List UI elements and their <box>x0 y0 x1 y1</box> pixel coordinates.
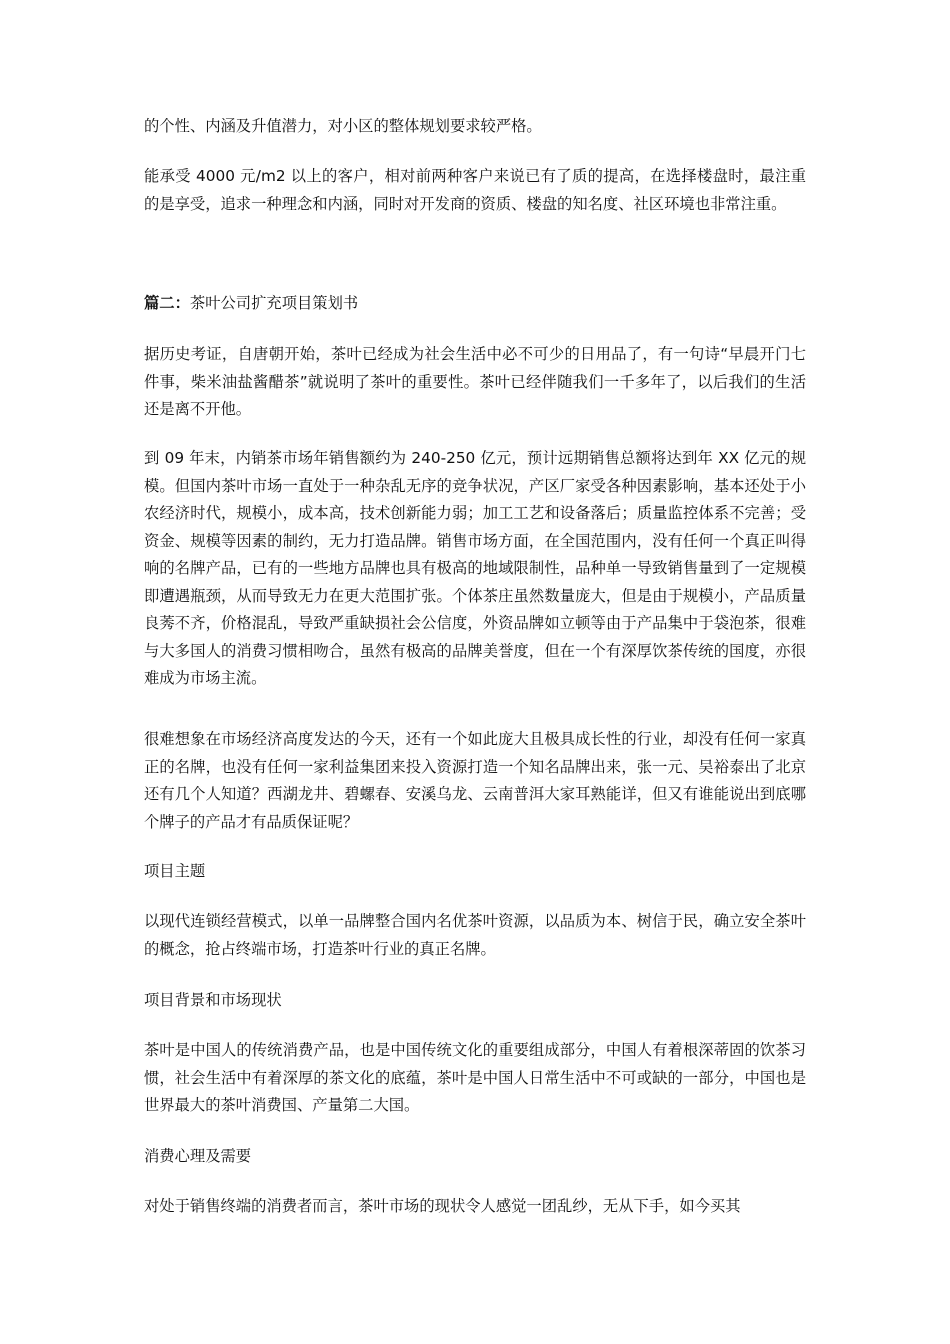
paragraph: 到 09 年末，内销茶市场年销售额约为 240-250 亿元，预计远期销售总额将达到年 XX 亿元的规模。但国内茶叶市场一直处于一种杂乱无序的竞争状况，产区厂家受各种因素影响，基本还处于小农经济时代，规模小，成本高，技术创新能力弱；加工工艺和设备落后；质量监控体系不完善；受资金、规模等因素的制约，无力打造品牌。销售市场方面，在全国范围内，没有任何一个真正叫得响的名牌产品，已有的一些地方品牌也具有极高的地域限制性，品种单一导致销售量到了一定规模即遭遇瓶颈，从而导致无力在更大范围扩张。个体茶庄虽然数量庞大，但是由于规模小，产品质量良莠不齐，价格混乱，导致严重缺损社会公信度，外资品牌如立顿等由于产品集中于袋泡茶，很难与大多国人的消费习惯相吻合，虽然有极高的品牌美誉度，但在一个有深厚饮茶传统的国度，亦很难成为市场主流。 <box>144 449 806 687</box>
paragraph: 茶叶是中国人的传统消费产品，也是中国传统文化的重要组成部分，中国人有着根深蒂固的饮茶习惯，社会生活中有着深厚的茶文化的底蕴，茶叶是中国人日常生活中不可或缺的一部分，中国也是世界最大的茶叶消费国、产量第二大国。 <box>144 1041 806 1114</box>
paragraph: 对处于销售终端的消费者而言，茶叶市场的现状令人感觉一团乱纱，无从下手，如今买其 <box>144 1197 741 1215</box>
section-label: 篇二： <box>144 294 190 312</box>
section-heading <box>144 290 806 318</box>
paragraph: 能承受 4000 元/m2 以上的客户，相对前两种客户来说已有了质的提高，在选择楼盘时，最注重的是享受，追求一种理念和内涵，同时对开发商的资质、楼盘的知名度、社区环境也非常注重。 <box>144 167 806 213</box>
subheading: 消费心理及需要 <box>144 1147 252 1165</box>
section-title: 茶叶公司扩充项目策划书 <box>189 294 359 312</box>
paragraph: 很难想象在市场经济高度发达的今天，还有一个如此庞大且极具成长性的行业，却没有任何一家真正的名牌，也没有任何一家利益集团来投入资源打造一个知名品牌出来，张一元、吴裕泰出了北京还有几个人知道？西湖龙井、碧螺春、安溪乌龙、云南普洱大家耳熟能详，但又有谁能说出到底哪个牌子的产品才有品质保证呢？ <box>144 730 806 831</box>
paragraph: 以现代连锁经营模式，以单一品牌整合国内名优茶叶资源，以品质为本、树信于民，确立安全茶叶的概念，抢占终端市场，打造茶叶行业的真正名牌。 <box>144 912 806 958</box>
subheading: 项目背景和市场现状 <box>144 991 282 1009</box>
paragraph: 据历史考证，自唐朝开始，茶叶已经成为社会生活中必不可少的日用品了，有一句诗“早晨开门七件事，柴米油盐酱醋茶”就说明了茶叶的重要性。茶叶已经伴随我们一千多年了，以后我们的生活还是离不开他。 <box>144 345 806 418</box>
paragraph: 的个性、内涵及升值潜力，对小区的整体规划要求较严格。 <box>144 117 542 135</box>
subheading: 项目主题 <box>144 862 206 880</box>
